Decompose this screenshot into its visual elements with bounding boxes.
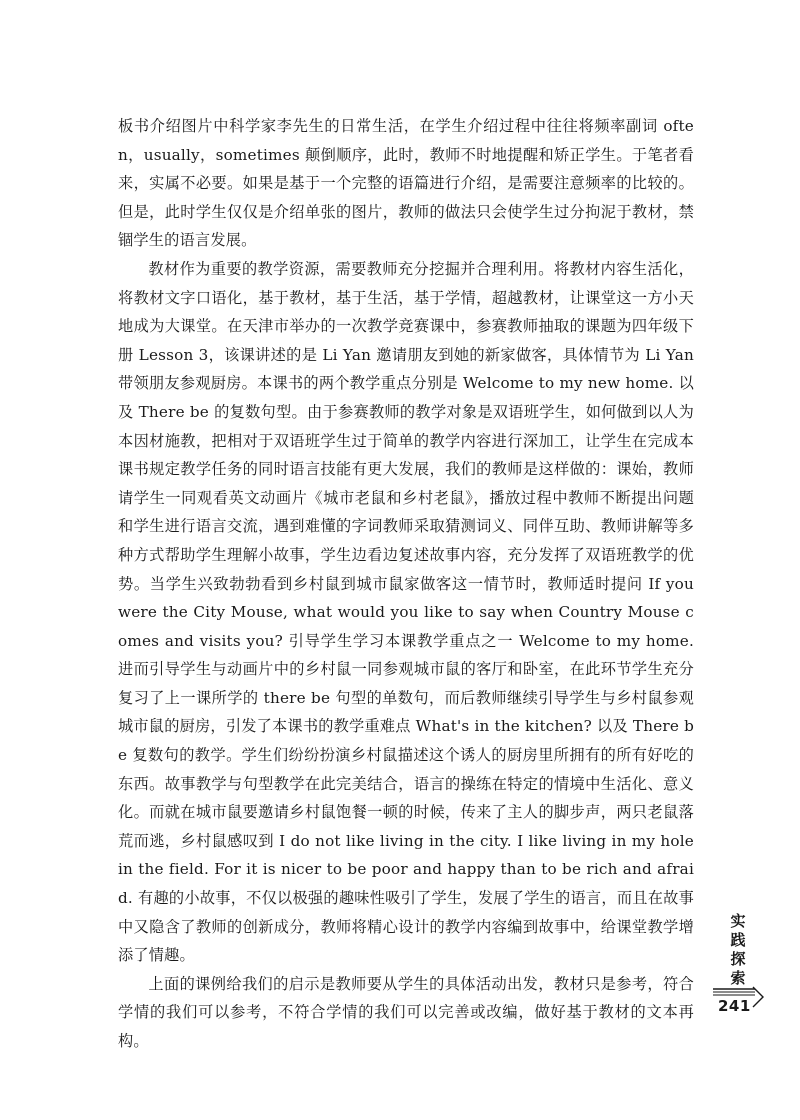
section-label-char-3: 探 — [730, 950, 746, 968]
paragraph-3: 上面的课例给我们的启示是教师要从学生的具体活动出发，教材只是参考，符合学情的我们可以参考，不符合学情的我们可以完善或改编，做好基于教材的文本再构。 — [118, 974, 694, 1050]
page-number: 241 — [718, 997, 751, 1015]
section-label-char-4: 索 — [730, 969, 746, 987]
paragraph-1: 板书介绍图片中科学家李先生的日常生活，在学生介绍过程中往往将频率副词 often，usually，sometimes 颠倒顺序，此时，教师不时地提醒和矫正学生。于笔者看来，实属不必要。如果是基于一个完整的语篇进行介绍，是需要注意频率的比较的。但是，此时学生仅仅是介绍单张的图片，教师的做法只会使学生过分拘泥于教材，禁锢学生的语言发展。 — [118, 117, 694, 250]
section-label-char-1: 实 — [730, 912, 746, 930]
section-label-char-2: 践 — [730, 931, 746, 949]
page-body — [118, 112, 694, 1056]
section-label — [718, 912, 758, 988]
paragraph-2: 教材作为重要的教学资源，需要教师充分挖掘并合理利用。将教材内容生活化，将教材文字口语化，基于教材，基于生活，基于学情，超越教材，让课堂这一方小天地成为大课堂。在天津市举办的一次教学竞赛课中，参赛教师抽取的课题为四年级下册 Lesson 3，该课讲述的是 Li Yan 邀请朋友到她的新家做客，具体情节为 Li Yan 带领朋友参观厨房。本课书的两个教学重点分别是 Welcome to my new home. 以及 There be 的复数句型。由于参赛教师的教学对象是双语班学生，如何做到以人为本因材施教，把相对于双语班学生过于简单的教学内容进行深加工，让学生在完成本课书规定教学任务的同时语言技能有更大发展，我们的教师是这样做的：课始，教师请学生一同观看英文动画片《城市老鼠和乡村老鼠》，播放过程中教师不断提出问题和学生进行语言交流，遇到难懂的字词教师采取猜测词义、同伴互助、教师讲解等多种方式帮助学生理解小故事，学生边看边复述故事内容，充分发挥了双语班教学的优势。当学生兴致勃勃看到乡村鼠到城市鼠家做客这一情节时，教师适时提问 If you were the City Mouse, what would you like to say when Country Mouse comes and visits you? 引导学生学习本课教学重点之一 Welcome to my home. 进而引导学生与动画片中的乡村鼠一同参观城市鼠的客厅和卧室，在此环节学生充分复习了上一课所学的 there be 句型的单数句，而后教师继续引导学生与乡村鼠参观城市鼠的厨房，引发了本课书的教学重难点 What's in the kitchen? 以及 There be 复数句的教学。学生们纷纷扮演乡村鼠描述这个诱人的厨房里所拥有的所有好吃的东西。故事教学与句型教学在此完美结合，语言的操练在特定的情境中生活化、意义化。而就在城市鼠要邀请乡村鼠饱餐一顿的时候，传来了主人的脚步声，两只老鼠落荒而逃，乡村鼠感叹到 I do not like living in the city. I like living in my hole in the field. For it is nicer to be poor and happy than to be rich and afraid. 有趣的小故事，不仅以极强的趣味性吸引了学生，发展了学生的语言，而且在故事中又隐含了教师的创新成分，教师将精心设计的教学内容编到故事中，给课堂教学增添了情趣。 — [118, 259, 694, 965]
